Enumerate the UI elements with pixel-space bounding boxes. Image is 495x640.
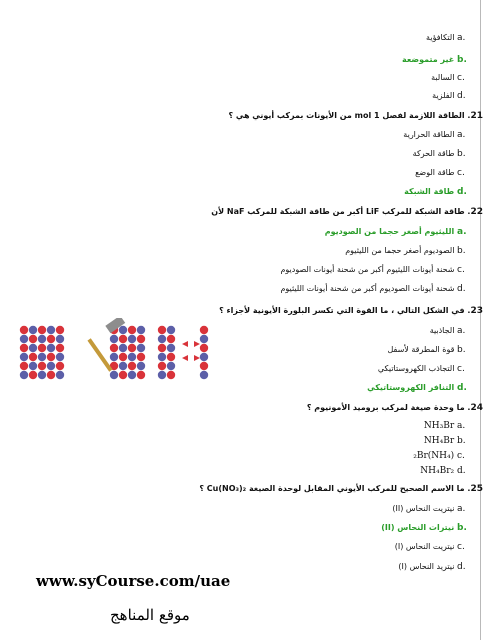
- q24-question: 24. ما وحدة صيغة لمركب بروميد الأمونيوم ؟: [306, 403, 483, 413]
- ion-sphere: [200, 362, 208, 370]
- ion-sphere: [47, 371, 55, 379]
- ion-sphere: [29, 371, 37, 379]
- q22-option-a[interactable]: .a الليثيوم أصغر حجما من الصوديوم: [324, 227, 467, 237]
- q24-option-a[interactable]: .a NH₃Br: [423, 421, 466, 431]
- ion-sphere: [158, 353, 166, 361]
- option-letter: .c: [457, 73, 465, 83]
- q25-option-c[interactable]: .c نيتريت النحاس (I): [394, 542, 465, 552]
- ion-sphere: [29, 362, 37, 370]
- q23-question: 23. في الشكل التالي ، ما القوة التي تكسر البلورة الأيونية لأجزاء ؟: [219, 306, 483, 316]
- q22-option-c[interactable]: .c شحنة أيونات الليثيوم أكبر من شحنة أيونات الصوديوم: [280, 265, 465, 275]
- ion-sphere: [20, 362, 28, 370]
- q21-option-a[interactable]: .a الطاقة الحرارية: [403, 130, 466, 140]
- ion-sphere: [200, 344, 208, 352]
- ion-sphere: [137, 335, 145, 343]
- ion-sphere: [20, 371, 28, 379]
- ion-sphere: [158, 335, 166, 343]
- q23-option-a[interactable]: .a الجاذبية: [429, 326, 466, 336]
- ion-sphere: [167, 362, 175, 370]
- q21-option-b[interactable]: .b طاقة الحركة: [412, 149, 466, 159]
- q23-option-d[interactable]: .d التنافر الكهروستاتيكي: [367, 383, 467, 393]
- ion-sphere: [47, 344, 55, 352]
- ion-sphere: [56, 371, 64, 379]
- ion-sphere: [38, 353, 46, 361]
- q24-option-c[interactable]: .c (NH₄)₂Br: [413, 451, 465, 461]
- ion-sphere: [110, 335, 118, 343]
- ion-sphere: [29, 353, 37, 361]
- ion-sphere: [119, 371, 127, 379]
- repulsion-arrows-icon: [182, 341, 200, 361]
- ion-sphere: [128, 353, 136, 361]
- q24-option-d[interactable]: .d NH₄Br₂: [420, 466, 466, 476]
- site-name: موقع المناهج: [110, 606, 190, 624]
- q21-option-d[interactable]: .d طاقة الشبكة: [404, 187, 467, 197]
- ion-sphere: [29, 335, 37, 343]
- option-letter: .d: [457, 91, 466, 101]
- ionic-crystal-figure: [18, 318, 218, 384]
- ion-sphere: [119, 362, 127, 370]
- ion-sphere: [119, 326, 127, 334]
- q23-option-b[interactable]: .b قوة المطرقة لأسفل: [387, 345, 466, 355]
- ion-sphere: [47, 326, 55, 334]
- q21-option-c[interactable]: .c طاقة الوضع: [415, 168, 465, 178]
- ion-sphere: [137, 371, 145, 379]
- ion-sphere: [200, 353, 208, 361]
- option-letter: .b: [457, 55, 467, 65]
- ion-sphere: [119, 344, 127, 352]
- ion-sphere: [47, 362, 55, 370]
- q23-option-c[interactable]: .c التجاذب الكهروستاتيكي: [377, 364, 465, 374]
- q25-question: 25. ما الاسم الصحيح للمركب الأيوني المقابل لوحدة الصيغة Cu(NO₃)₂ ؟: [199, 484, 483, 494]
- option-text: التكافؤية: [426, 33, 455, 42]
- ion-sphere: [38, 326, 46, 334]
- ion-sphere: [128, 362, 136, 370]
- ionic-crystal-struck: [110, 326, 145, 379]
- option-letter: .a: [457, 33, 466, 43]
- option-text: غير متموضعة: [402, 55, 455, 64]
- ion-sphere: [119, 353, 127, 361]
- ion-sphere: [29, 326, 37, 334]
- q22-option-b[interactable]: .b الصوديوم أصغر حجما من الليثيوم: [345, 246, 466, 256]
- ion-sphere: [56, 353, 64, 361]
- ion-sphere: [56, 335, 64, 343]
- ion-sphere: [38, 371, 46, 379]
- ion-sphere: [128, 371, 136, 379]
- ion-sphere: [47, 335, 55, 343]
- q20-option-d[interactable]: [432, 90, 469, 102]
- site-url[interactable]: www.syCourse.com/uae: [36, 572, 231, 590]
- ion-sphere: [20, 335, 28, 343]
- ion-sphere: [167, 353, 175, 361]
- ion-sphere: [38, 362, 46, 370]
- option-text: السالبة: [431, 73, 455, 82]
- ion-sphere: [110, 371, 118, 379]
- ion-sphere: [137, 362, 145, 370]
- q25-option-d[interactable]: .d نيتريد النحاس (I): [398, 562, 466, 572]
- ion-sphere: [137, 326, 145, 334]
- ion-sphere: [110, 344, 118, 352]
- ion-sphere: [167, 335, 175, 343]
- q25-option-a[interactable]: .a نيتريت النحاس (II): [392, 504, 466, 514]
- ion-sphere: [20, 326, 28, 334]
- ion-sphere: [137, 353, 145, 361]
- ion-sphere: [56, 344, 64, 352]
- ion-sphere: [56, 326, 64, 334]
- ion-sphere: [128, 335, 136, 343]
- q20-option-a[interactable]: [426, 32, 469, 44]
- ion-sphere: [119, 335, 127, 343]
- ion-sphere: [158, 344, 166, 352]
- ion-sphere: [128, 344, 136, 352]
- ionic-crystal-left: [20, 326, 64, 379]
- ion-sphere: [158, 371, 166, 379]
- ion-sphere: [20, 353, 28, 361]
- q25-option-b[interactable]: .b نيترات النحاس (II): [381, 523, 467, 533]
- ion-sphere: [200, 326, 208, 334]
- ion-sphere: [167, 371, 175, 379]
- q24-option-b[interactable]: .b NH₄Br: [423, 436, 466, 446]
- ion-sphere: [20, 344, 28, 352]
- ion-sphere: [158, 326, 166, 334]
- q20-option-c[interactable]: [431, 72, 469, 84]
- ion-sphere: [128, 326, 136, 334]
- q22-question: 22. طاقة الشبكة للمركب LiF أكبر من طاقة الشبكة للمركب NaF لأن: [211, 207, 483, 217]
- ion-sphere: [29, 344, 37, 352]
- ionic-crystal-shifted: [158, 326, 208, 379]
- ion-sphere: [167, 344, 175, 352]
- ion-sphere: [56, 362, 64, 370]
- ion-sphere: [38, 335, 46, 343]
- ion-sphere: [158, 362, 166, 370]
- q20-option-b[interactable]: [402, 54, 469, 66]
- q22-option-d[interactable]: .d شحنة أيونات الصوديوم أكبر من شحنة أيونات الليثيوم: [280, 284, 466, 294]
- ion-sphere: [38, 344, 46, 352]
- option-text: الفلزية: [432, 91, 455, 100]
- q21-question: 21. الطاقة اللازمة لفصل 1 mol من الأيونات بمركب أيوني هي ؟: [228, 111, 483, 121]
- ion-sphere: [167, 326, 175, 334]
- page-margin-line: [480, 0, 481, 640]
- ion-sphere: [137, 344, 145, 352]
- ion-sphere: [200, 335, 208, 343]
- ion-sphere: [47, 353, 55, 361]
- ion-sphere: [200, 371, 208, 379]
- ion-sphere: [110, 353, 118, 361]
